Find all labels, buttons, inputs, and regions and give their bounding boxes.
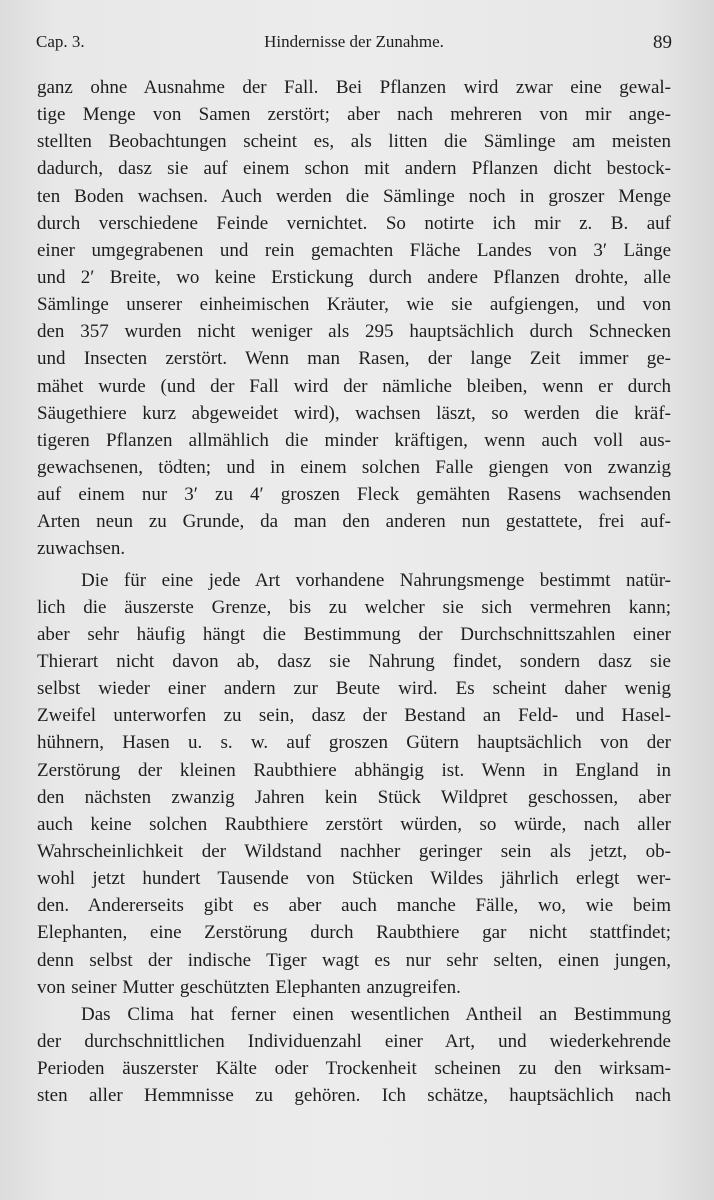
text-line: lich die äuszerste Grenze, bis zu welcher sie sich vermehren kann; xyxy=(37,596,671,618)
page-body xyxy=(37,74,671,1109)
text-line: tigeren Pflanzen allmählich die minder kräftigen, wenn auch voll aus- xyxy=(37,429,671,451)
text-line: Wahrscheinlichkeit der Wildstand nachher geringer sein als jetzt, ob- xyxy=(37,840,671,862)
text-line: Elephanten, eine Zerstörung durch Raubthiere gar nicht stattfindet; xyxy=(37,922,671,944)
text-line: ten Boden wachsen. Auch werden die Sämlinge noch in groszer Menge xyxy=(37,185,671,207)
text-line: selbst wieder einer andern zur Beute wird. Es scheint daher wenig xyxy=(37,678,671,700)
text-line: mähet wurde (und der Fall wird der nämliche bleiben, wenn er durch xyxy=(37,375,671,397)
page-number: 89 xyxy=(653,32,672,53)
text-line: Perioden äuszerster Kälte oder Trockenheit scheinen zu den wirksam- xyxy=(37,1058,671,1080)
text-line: Die für eine jede Art vorhandene Nahrungsmenge bestimmt natür- xyxy=(81,569,671,591)
text-line: von seiner Mutter geschützten Elephanten anzugreifen. xyxy=(37,976,461,998)
text-line: auf einem nur 3′ zu 4′ groszen Fleck gemähten Rasens wachsenden xyxy=(37,484,671,506)
text-line: Zweifel unterworfen zu sein, dasz der Bestand an Feld- und Hasel- xyxy=(37,705,671,727)
text-line: Zerstörung der kleinen Raubthiere abhängig ist. Wenn in England in xyxy=(37,759,671,781)
text-line: und Insecten zerstört. Wenn man Rasen, der lange Zeit immer ge- xyxy=(37,348,671,370)
text-line: den. Andererseits gibt es aber auch manche Fälle, wo, wie beim xyxy=(37,895,671,917)
text-line: Arten neun zu Grunde, da man den anderen nun gestattete, frei auf- xyxy=(37,511,671,533)
running-title: Hindernisse der Zunahme. xyxy=(264,32,444,51)
text-line: wohl jetzt hundert Tausende von Stücken Wildes jährlich erlegt wer- xyxy=(37,868,671,890)
text-line: Thierart nicht davon ab, dasz sie Nahrung findet, sondern dasz sie xyxy=(37,650,671,672)
text-line: hühnern, Hasen u. s. w. auf groszen Gütern hauptsächlich von der xyxy=(37,732,671,754)
paragraph xyxy=(37,1001,671,1110)
text-line: denn selbst der indische Tiger wagt es nur sehr selten, einen jungen, xyxy=(37,949,671,971)
chapter-label: Cap. 3. xyxy=(36,32,85,51)
text-line: den nächsten zwanzig Jahren kein Stück Wildpret geschossen, aber xyxy=(37,786,671,808)
text-line: stellten Beobachtungen scheint es, als litten die Sämlinge am meisten xyxy=(37,131,671,153)
text-line: der durchschnittlichen Individuenzahl einer Art, und wiederkehrende xyxy=(37,1030,671,1052)
text-line: auch keine solchen Raubthiere zerstört würden, so würde, nach aller xyxy=(37,813,671,835)
text-line: zuwachsen. xyxy=(37,538,126,560)
text-line: aber sehr häufig hängt die Bestimmung der Durchschnittszahlen einer xyxy=(37,623,671,645)
text-line: ganz ohne Ausnahme der Fall. Bei Pflanzen wird zwar eine gewal- xyxy=(37,77,671,98)
paragraph xyxy=(37,567,671,1001)
paragraph xyxy=(37,74,671,563)
text-line: gewachsenen, tödten; und in einem solchen Falle giengen von zwanzig xyxy=(37,456,671,478)
running-header xyxy=(36,32,672,58)
text-line: einer umgegrabenen und rein gemachten Fläche Landes von 3′ Länge xyxy=(37,239,671,261)
text-line: durch verschiedene Feinde vernichtet. So notirte ich mir z. B. auf xyxy=(37,212,671,234)
text-line: Das Clima hat ferner einen wesentlichen Antheil an Bestimmung xyxy=(81,1003,671,1025)
text-line: Säugethiere kurz abgeweidet wird), wachsen läszt, so werden die kräf- xyxy=(37,402,671,424)
text-line: Sämlinge unserer einheimischen Kräuter, wie sie aufgiengen, und von xyxy=(37,294,671,316)
text-line: sten aller Hemmnisse zu gehören. Ich schätze, hauptsächlich nach xyxy=(37,1085,671,1107)
text-line: den 357 wurden nicht weniger als 295 hauptsächlich durch Schnecken xyxy=(37,321,671,343)
text-line: und 2′ Breite, wo keine Erstickung durch andere Pflanzen drohte, alle xyxy=(37,266,671,288)
text-line: dadurch, dasz sie auf einem schon mit andern Pflanzen dicht bestock- xyxy=(37,158,671,180)
text-line: tige Menge von Samen zerstört; aber nach mehreren von mir ange- xyxy=(37,104,671,126)
